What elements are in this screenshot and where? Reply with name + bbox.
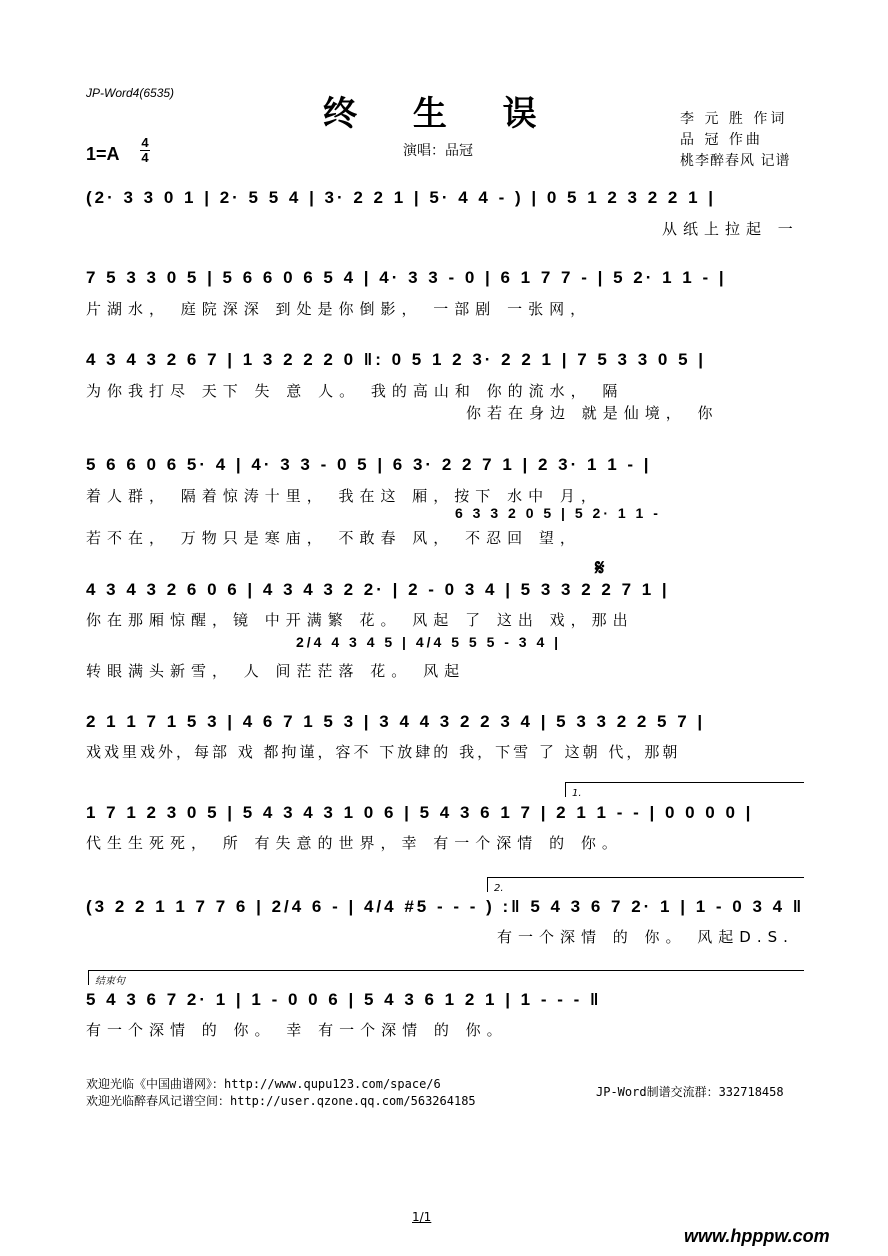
footer-group: JP-Word制谱交流群：332718458 xyxy=(596,1085,784,1099)
lyrics-line-2: 片湖水， 庭院深深 到处是你倒影， 一部剧 一张网， xyxy=(86,300,592,318)
volta-label-1: 1. xyxy=(572,788,582,799)
coda-bracket xyxy=(88,970,804,985)
score-line-8: (3 2 2 1 1 7 7 6 | 2/4 6 - | 4/4 #5 - - - ) :‖ 5 4 3 6 7 2· 1 | 1 - 0 3 4 ‖ xyxy=(86,897,805,916)
score-line-2: 7 5 3 3 0 5 | 5 6 6 0 6 5 4 | 4· 3 3 - 0 | 6 1 7 7 - | 5 2· 1 1 - | xyxy=(86,268,727,287)
score-line-1: (2· 3 3 0 1 | 2· 5 5 4 | 3· 2 2 1 | 5· 4 4 - ) | 0 5 1 2 3 2 2 1 | xyxy=(86,188,717,207)
footer-link-1: 欢迎光临《中国曲谱网》：http://www.qupu123.com/space/6 xyxy=(86,1077,441,1091)
volta-label-2: 2. xyxy=(494,883,504,894)
score-line-3: 4 3 4 3 2 6 7 | 1 3 2 2 2 0 ‖: 0 5 1 2 3· 2 2 1 | 7 5 3 3 0 5 | xyxy=(86,350,707,369)
score-line-5: 4 3 4 3 2 6 0 6 | 4 3 4 3 2 2· | 2 - 0 3 4 | 5 3 3 2 2 7 1 | xyxy=(86,580,670,599)
volta-bracket-1 xyxy=(565,782,804,797)
page-title: 终 生 误 xyxy=(323,94,559,134)
transcriber-credit: 桃李醉春风 记谱 xyxy=(680,153,791,169)
volta-bracket-2 xyxy=(487,877,804,892)
coda-label: 结束句 xyxy=(95,976,125,987)
composer-credit: 品 冠 作曲 xyxy=(680,132,763,148)
time-signature xyxy=(140,136,150,165)
score-line-6: 2 1 1 7 1 5 3 | 4 6 7 1 5 3 | 3 4 4 3 2 2 3 4 | 5 3 3 2 2 5 7 | xyxy=(86,712,706,731)
page-number: 1/1 xyxy=(412,1210,432,1224)
lyricist-credit: 李 元 胜 作词 xyxy=(680,111,788,127)
lyrics-line-7: 代生生死死， 所 有失意的世界，幸 有一个深情 的 你。 xyxy=(86,834,623,852)
lyrics-line-9: 有一个深情 的 你。 幸 有一个深情 的 你。 xyxy=(86,1021,508,1039)
score-line-7: 1 7 1 2 3 0 5 | 5 4 3 4 3 1 0 6 | 5 4 3 6 1 7 | 2 1 1 - - | 0 0 0 0 | xyxy=(86,803,754,822)
lyrics-line-6: 戏戏里戏外，每部 戏 都拘谨，容不 下放肆的 我，下雪 了 这朝 代，那朝 xyxy=(86,743,681,761)
singer-credit: 演唱：品冠 xyxy=(403,143,473,159)
lyrics-line-3a: 为你我打尽 天下 失 意 人。 我的高山和 你的流水， 隔 xyxy=(86,382,624,400)
lyrics-line-4b: 若不在， 万物只是寒庙， 不敢春 风， 不忍回 望， xyxy=(86,529,581,547)
lyrics-line-8: 有一个深情 的 你。 风起D.S. xyxy=(497,928,794,946)
lyrics-line-5b: 转眼满头新雪， 人 间茫茫落 花。 风起 xyxy=(86,662,466,680)
segno-sign: 𝄋 xyxy=(595,556,605,581)
score-line-9: 5 4 3 6 7 2· 1 | 1 - 0 0 6 | 5 4 3 6 1 2 1 | 1 - - - ‖ xyxy=(86,990,602,1009)
time-sig-top: 4 xyxy=(141,135,149,150)
score-line-5-alt: 2/4 4 3 4 5 | 4/4 5 5 5 - 3 4 | xyxy=(296,634,562,650)
lyrics-line-4a: 着人群， 隔着惊涛十里， 我在这 厢，按下 水中 月， xyxy=(86,487,602,505)
lyrics-line-1: 从纸上拉起 一 xyxy=(662,220,799,238)
time-sig-bottom: 4 xyxy=(141,150,149,165)
lyrics-line-3b: 你若在身边 就是仙境， 你 xyxy=(466,404,719,422)
lyrics-line-5a: 你在那厢惊醒，镜 中开满繁 花。 风起 了 这出 戏，那出 xyxy=(86,611,634,629)
software-tag: JP-Word4(6535) xyxy=(86,86,175,100)
key-signature: 1=A xyxy=(86,144,120,164)
score-line-4-alt: 6 3 3 2 0 5 | 5 2· 1 1 - xyxy=(455,505,661,521)
score-line-4: 5 6 6 0 6 5· 4 | 4· 3 3 - 0 5 | 6 3· 2 2 7 1 | 2 3· 1 1 - | xyxy=(86,455,652,474)
site-watermark: www.hpppw.com xyxy=(684,1226,830,1246)
footer-link-2: 欢迎光临醉春风记谱空间：http://user.qzone.qq.com/563264185 xyxy=(86,1094,476,1108)
